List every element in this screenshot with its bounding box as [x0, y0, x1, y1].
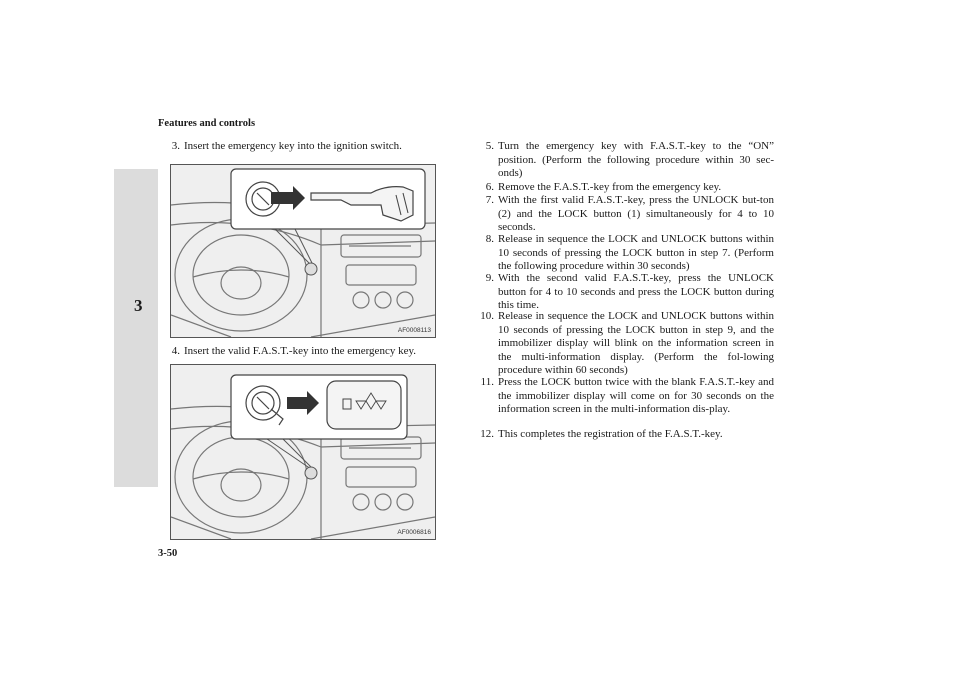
- dashboard-illustration: [171, 165, 435, 337]
- step-number: 5.: [485, 140, 494, 152]
- step-5: [472, 140, 774, 181]
- page-number: 3-50: [158, 548, 178, 559]
- step-text: This completes the registration of the F.A.S.T.-key.: [498, 428, 723, 440]
- step-12: [472, 428, 774, 442]
- chapter-number: 3: [134, 296, 143, 315]
- step-text: Remove the F.A.S.T.-key from the emergency key.: [498, 181, 722, 193]
- step-3: [158, 140, 448, 154]
- step-number: 10.: [480, 310, 494, 322]
- step-text: Turn the emergency key with F.A.S.T.-key to the “ON” position. (Perform the following procedure within 30 sec-onds): [498, 140, 774, 179]
- step-text: Insert the valid F.A.S.T.-key into the emergency key.: [184, 345, 416, 357]
- step-4: [158, 345, 448, 359]
- figure-code: AF0006816: [397, 529, 431, 536]
- step-text: With the first valid F.A.S.T.-key, press the UNLOCK but-ton (2) and the LOCK button (1) simultaneously for 4 to 10 seconds.: [498, 194, 774, 233]
- step-number: 8.: [485, 233, 494, 245]
- step-10: [472, 310, 774, 378]
- page-header: Features and controls: [158, 118, 256, 129]
- figure-insert-emergency-key: [170, 164, 436, 338]
- step-text: Release in sequence the LOCK and UNLOCK buttons within 10 seconds of pressing the LOCK button in step 9, and the immobilizer display will blink on the information screen in the multi-information display. (Perform the fol-lowing procedure within 60 seconds): [498, 310, 774, 376]
- step-11: [472, 376, 774, 417]
- step-number: 4.: [171, 345, 180, 357]
- figure-insert-fast-key: [170, 364, 436, 540]
- step-8: [472, 233, 774, 274]
- step-text: Insert the emergency key into the ignition switch.: [184, 140, 402, 152]
- step-number: 11.: [480, 376, 494, 388]
- step-6: [472, 181, 774, 195]
- step-text: Press the LOCK button twice with the blank F.A.S.T.-key and the immobilizer display will come on for 30 seconds on the information screen in the multi-information dis-play.: [498, 376, 774, 415]
- figure-code: AF0008113: [397, 327, 431, 334]
- step-9: [472, 272, 774, 313]
- step-7: [472, 194, 774, 235]
- chapter-tab: [114, 169, 158, 487]
- step-number: 9.: [485, 272, 494, 284]
- dashboard-illustration: [171, 365, 435, 539]
- step-number: 12.: [480, 428, 494, 440]
- step-text: With the second valid F.A.S.T.-key, press the UNLOCK button for 4 to 10 seconds and press the LOCK button during this time.: [498, 272, 774, 311]
- step-number: 3.: [171, 140, 180, 152]
- step-text: Release in sequence the LOCK and UNLOCK buttons within 10 seconds of pressing the LOCK button in step 7. (Perform the following procedure within 30 seconds): [498, 233, 774, 272]
- step-number: 7.: [485, 194, 494, 206]
- step-number: 6.: [485, 181, 494, 193]
